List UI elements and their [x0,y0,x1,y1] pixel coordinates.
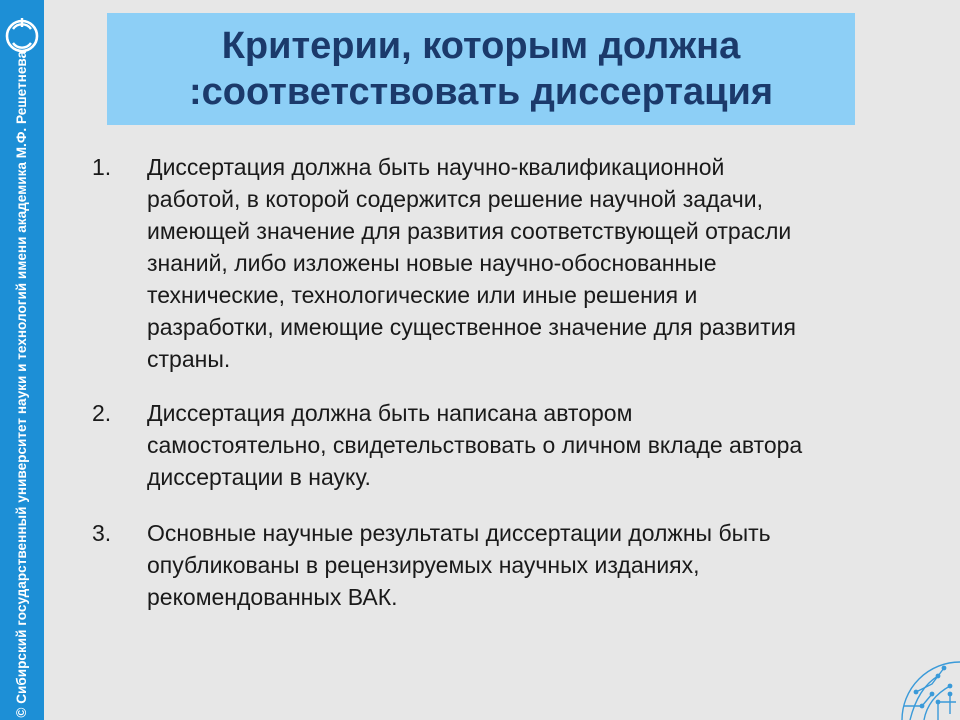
side-band [0,0,44,720]
item-text: Диссертация должна быть написана автором самостоятельно, свидетельствовать о личном вкладе автора диссертации в науку. [147,400,803,490]
circuit-globe-icon [898,658,960,720]
title-line-2: :соответствовать диссертация [188,71,774,113]
title-line-1: Критерии, которым должна [221,25,741,67]
item-number: 1. [92,154,112,180]
list-item [92,397,922,493]
list-item [92,517,922,613]
title-box [107,13,855,125]
item-text: Основные научные результаты диссертации должны быть опубликованы в рецензируемых научных изданиях, рекомендованных ВАК. [147,520,771,610]
item-number: 2. [92,400,112,426]
criteria-list [92,151,922,613]
item-text: Диссертация должна быть научно-квалификационной работой, в которой содержится решение научной задачи, имеющей значение для развития соответствующей отрасли знаний, либо изложены новые научно-обоснованные технические, технологические или иные решения и разработки, имеющие существенное значение для развития страны. [147,154,796,372]
item-number: 3. [92,520,112,546]
university-name: © Сибирский государственный университет науки и технологий имени академика М.Ф. Решетнева [14,51,30,718]
list-item [92,151,922,375]
